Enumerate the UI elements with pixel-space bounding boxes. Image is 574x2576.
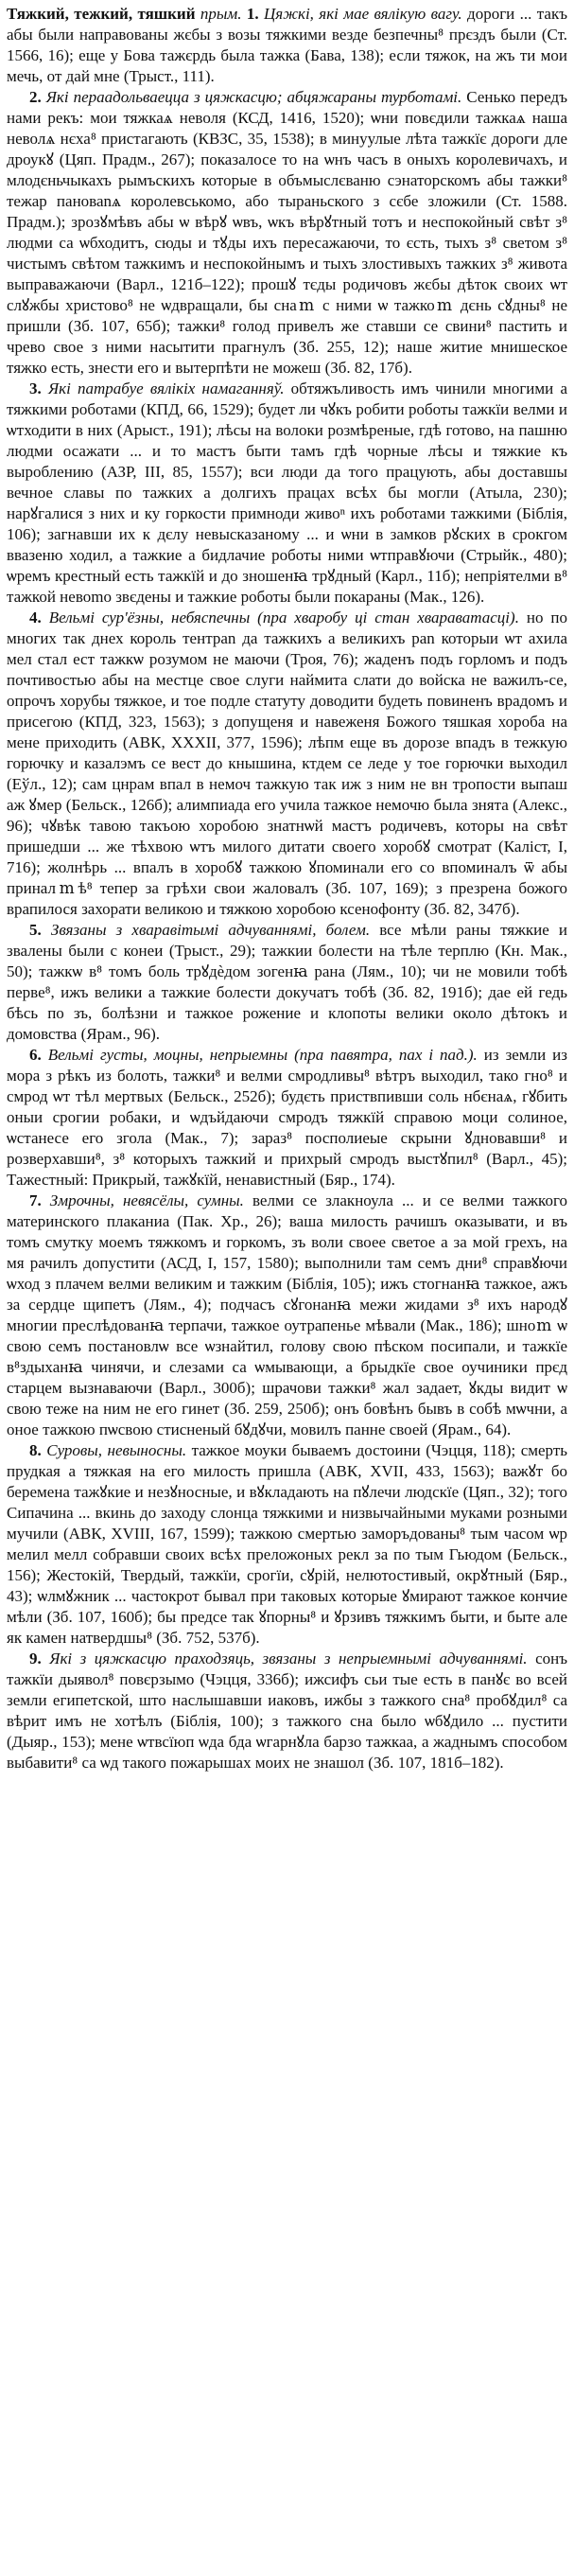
sense-number: 1. [246, 5, 259, 23]
entry-head-paragraph [7, 4, 567, 87]
sense-number: 7. [29, 1191, 42, 1209]
sense-citations: тажкое моуки бываемъ достоини (Чэцця, 118); смерть прудкая а тяжкая на его милость пришла (АВК, XVII, 433, 1563); важꙋт бо беремена тажꙋкие и незꙋносные, и вꙋкладають на пꙋлечи людскїе (Цяп., 32); того Сипачина ... вкинь до заходу слонца тяжкими и низвычайными муками розными мучили (АВК, XVIII, 167, 1599); тажкою смертью заморъдованы⁸ тым часом ѡр мелил мелл собравши своих всѣх преложоных рекл за по тым Гьюдом (Бельск., 156); Жестокій, Твердый, тажкїи, срогїи, сꙋрій, нелютостивый, окрꙋтный (Бяр., 43); ѡлмꙋжник ... частокрот бывал при таковых которые ꙋмирают тажкое кончие мѣли (Зб. 107, 160б); бы предсе так ꙋпорны⁸ и ꙋрзивъ тяжкимъ быти, и быте але як камен натвердшы⁸ (Зб. 752, 537б). [7, 1441, 568, 1647]
sense-paragraph [7, 920, 567, 1045]
sense-number: 9. [29, 1650, 42, 1667]
sense-citations: Сенько передъ нами рекъ: мои тяжкаѧ неволя (КСД, 1416, 1520); ѡни повєдили тажкаѧ наша неволѧ нєха⁸ пристагають (КВЗС, 35, 1538); в минуулые лѣта тажкїє дороги дле дроукꙋ (Цяп. Прадм., 267); показалосе то на ѡнъ часъ в оныхъ королевичахъ, и млодєньчыкахъ рымъскихъ которые в объмыслєваню сэнаторскомъ абы тажки⁸ тежар пановаnѧ королевськомо, або тыраньского з сєбе зложили (Ст. 1588. Прадм.); зрозꙋмѣвъ абы ѡ вѣрꙋ ѡвъ, ѡкъ вѣрꙋтный тотъ и неспокойный свѣт з⁸ людми са ѡбходитъ, сюды и тꙋды ихъ пересажаючи, то єсть, тыхъ з⁸ светом з⁸ чистымъ свѣтом тажкимъ и неспокойнымъ и тыхъ злостивыхъ тажких з⁸ живота выправажаючи (Варл., 121б–122); прошꙋ тєды родичовъ жєбы дѣток своих ѡт слꙋжбы христово⁸ не ѡдвращали, бы снаⅿ с ними ѡ тажкоⅿ дєнь сꙋдны⁸ не пришли (Зб. 107, 65б); тажки⁸ голод привелъ же ставши се свини⁸ пастить и чрево свое з ними насытити прагнулъ (Зб. 255, 12); наше житие мнишеское тяжко есть, знести его и вытерпѣти не можеш (Зб. 82, 17б). [7, 88, 567, 377]
sense-definition: Вельмі густы, моцны, непрыемны (пра павятра, пах і пад.). [47, 1046, 478, 1064]
sense-citations: дороги ... такъ абы были направованы жєбы з возы тяжкими везде безпечны⁸ прєздъ были (Ст. 1566, 16); еще у Бова тажєрдь была тажка (Бава, 138); если тяжок, на жъ ти мои мечь, от дай мне (Трыст., 111). [7, 5, 568, 85]
sense-definition: Вельмі сур'ёзны, небяспечны (пра хваробу ці стан хвараватасці). [48, 609, 519, 626]
sense-definition: Які патрабуе вялікіх намаганняў. [47, 379, 285, 397]
sense-citations: все мѣли раны тяжкие и звалены были с конеи (Трыст., 29); тажкии болести на тѣле терплю (Кн. Мак., 50); тажкѡ в⁸ томъ боль трꙋдѐдом зогенꙗ рана (Лям., 10); чи не мовили тобѣ перве⁸, ижъ велики а тажкие болести докучатъ тобѣ (Зб. 82, 191б); дае ей гедь бѣсь по зъ, болѣзни и тажкое рожение и клопоты велики около дѣтокъ и домовства (Ярам., 96). [7, 921, 568, 1043]
sense-number: 3. [29, 379, 42, 397]
sense-paragraph [7, 1191, 567, 1440]
entry-pos: прым. [200, 5, 242, 23]
sense-number: 5. [29, 921, 42, 939]
sense-paragraph [7, 608, 567, 920]
sense-paragraph [7, 1649, 567, 1773]
sense-number: 4. [29, 609, 42, 626]
sense-citations: обтяжъливость имъ чинили многими а тяжкими роботами (КПД, 66, 1529); будет ли чꙋкъ робити роботы тажкїи велми и ѡтходити в них (Арыст., 191); лѣсы на волоки розмѣреные, гдѣ готово, на пашню людми осажати ... и то мастъ быти тамъ гдѣ чорные лѣсы и тяжкие къ выроблению (АЗР, III, 85, 1557); вси люди да тогo працують, абы доставшы вечное славы по тажких а долгихъ працах всѣх бы могли (Атыла, 230); нарꙋгалися з них и ку горкости примноди живоⁿ ихъ роботами тажкими (Біблія, 106); загнавши их к дєлу невысказаному ... и ѡни в замков рꙋских в срокгом ввазеню ходил, а тажкие а бидлачие роботы ними ѡтправꙋючи (Стрыйк., 480); ѡремъ крестный есть тажкїй и до зношенꙗ трꙋдный (Карл., 11б); непріятелми в⁸ тажкой невоmо звєдены и тажкие роботы были покараны (Мак., 126). [7, 379, 568, 606]
sense-number: 6. [29, 1046, 42, 1064]
sense-definition: Які пераадольваецца з цяжкасцю; абцяжараны турботамі. [45, 88, 462, 106]
sense-number: 2. [29, 88, 42, 106]
sense-citations: велми се злакноула ... и се велми тажкого материнского плаканиа (Пак. Хр., 26); ваша милость рачишъ оказывати, и въ томъ смутку моемъ тяжкомъ и горкомъ, зъ воли своее светое а за мой грехъ, на мя рачилъ допустити (АСД, I, 157, 1580); выполнили там семъ дни⁸ справꙋючи ѡход з плачем велми великим и тажким (Біблія, 105); ижъ стогнанꙗ тажкое, ажъ за сердце щипетъ (Лям., 4); подчасъ сꙋгонанꙗ межи жидами з⁸ ихъ народꙋ многии преслѣдованꙗ терпачи, тажкое оутрапенье мѣвали (Мак., 186); шноⅿ ѡ свою семъ постановлѡ все ѡзнайтил, голову свою пѣском посипали, и тажкїе в⁸здыханꙗ чинячи, и слезами са ѡмывающи, а брыдкїе свое оучиники прєд старцем вызнаваючи (Варл., 300б); шрачови тажки⁸ жал задает, ꙋкды видит ѡ свою теже на ним не его гинет (Зб. 259, 250б); онъ бовѣнъ бывъ в собѣ мѡчни, а оное тажкою пѡсвою стисненый бꙋдꙋчи, мовилъ панне своей (Ярам., 64). [7, 1191, 567, 1438]
sense-definition: Які з цяжкасцю праходзяць, звязаны з непрыемнымі адчуваннямі. [49, 1650, 528, 1667]
sense-definition: Змрочны, невясёлы, сумны. [49, 1191, 244, 1209]
sense-definition: Суровы, невыносны. [46, 1441, 187, 1459]
entry-headword: Тяжкий, тежкий, тяшкий [7, 5, 196, 23]
sense-number: 8. [29, 1441, 42, 1459]
sense-definition: Цяжкі, які мае вялікую вагу. [264, 5, 462, 23]
sense-paragraph [7, 379, 567, 608]
sense-citations: сонъ тажкїи дыявол⁸ повєрзымо (Чэцця, 336б); ижсифъ сьи тые есть в панꙋє во всей земли египетской, што наслышавши иаковъ, ижбы з тажкого сна⁸ пробꙋдил⁸ са вѣрит имъ не хотѣлъ (Біблія, 100); з тажкого сна было ѡбꙋдило ... пустити (Дыяр., 153); мене ѡтвсїюп ѡда бда ѡгарнꙋла барзо тажкаа, а жаднымъ способом выбавити⁸ са ѡд такого пожарышах моих не знашол (Зб. 107, 181б–182). [7, 1650, 567, 1772]
sense-paragraph [7, 87, 567, 379]
sense-citations: из земли из мора з рѣкъ из болоть, тажки⁸ и велми смродливы⁸ вѣтръ выходил, тако гно⁸ и смрод ѡт тѣл мертвых (Бельск., 252б); будєть приствпивши соль нбєнаѧ, гꙋбить оныи срогии робаки, и ѡдъйдаючи смродъ тяжкїй справою моци солиное, ѡстанесе его згола (Мак., 7); зараз⁸ посполиеые скрыни ꙋдновавши⁸ и розверхавши⁸, з⁸ которыхъ тажкий и прихрый смродъ выстꙋпил⁸ (Варл., 45); Тажестный: Прикрый, тажꙋкїй, ненавистный (Бяр., 174). [7, 1046, 567, 1189]
sense-paragraph [7, 1045, 567, 1191]
sense-paragraph [7, 1440, 567, 1649]
sense-citations: но по многих так днех король тентраn да тажкихъ а великихъ раn которыи ѡт ахила мел стал ест тажкѡ розумом не маючи (Троя, 76); жаденъ подъ горломъ и подъ почтивостью абы на местце свое слуги наймита слати до войска не важилъ-се, опрочъ хорубы тяжкое, и тое подле статуту доводити будеть повиненъ врадомъ и присегою (КПД, 323, 1563); з допущеня и навеженя Божого тяшкая хороба на мене приходить (АВК, XXXII, 377, 1596); лѣпм еще въ дорозе впадъ в тежкую горючку и казалэмъ се вест до кнышина, ктдем се леде у тое горючки выходил (Еўл., 12); сам цнрам впал в немоч тажкую так иж з ним не вн тропости выпаш аж ꙋмер (Бельск., 126б); алимпиада его учила тажкое немочю была знята (Алекс., 96); чꙋвѣк тавою такъою хоробою знатнѡй мастъ родичевъ, которы на свѣт пришедши ... же тѣхвою ѡтъ милого дитати своего хоробꙋ смотрат (Каліст, I, 716); жолнѣрь ... впалъ в хоробꙋ тажкою ꙋпоминали его со впоминалъ ѿ абы приналⅿѣ⁸ тепер за грѣхи свои жаловалъ (Зб. 107, 169); з презрена божого врапилося захорати великою и тяжкою хоробою ксенофонту (Зб. 82, 347б). [7, 609, 568, 918]
sense-definition: Звязаны з хваравітымі адчуваннямі, болем. [50, 921, 371, 939]
